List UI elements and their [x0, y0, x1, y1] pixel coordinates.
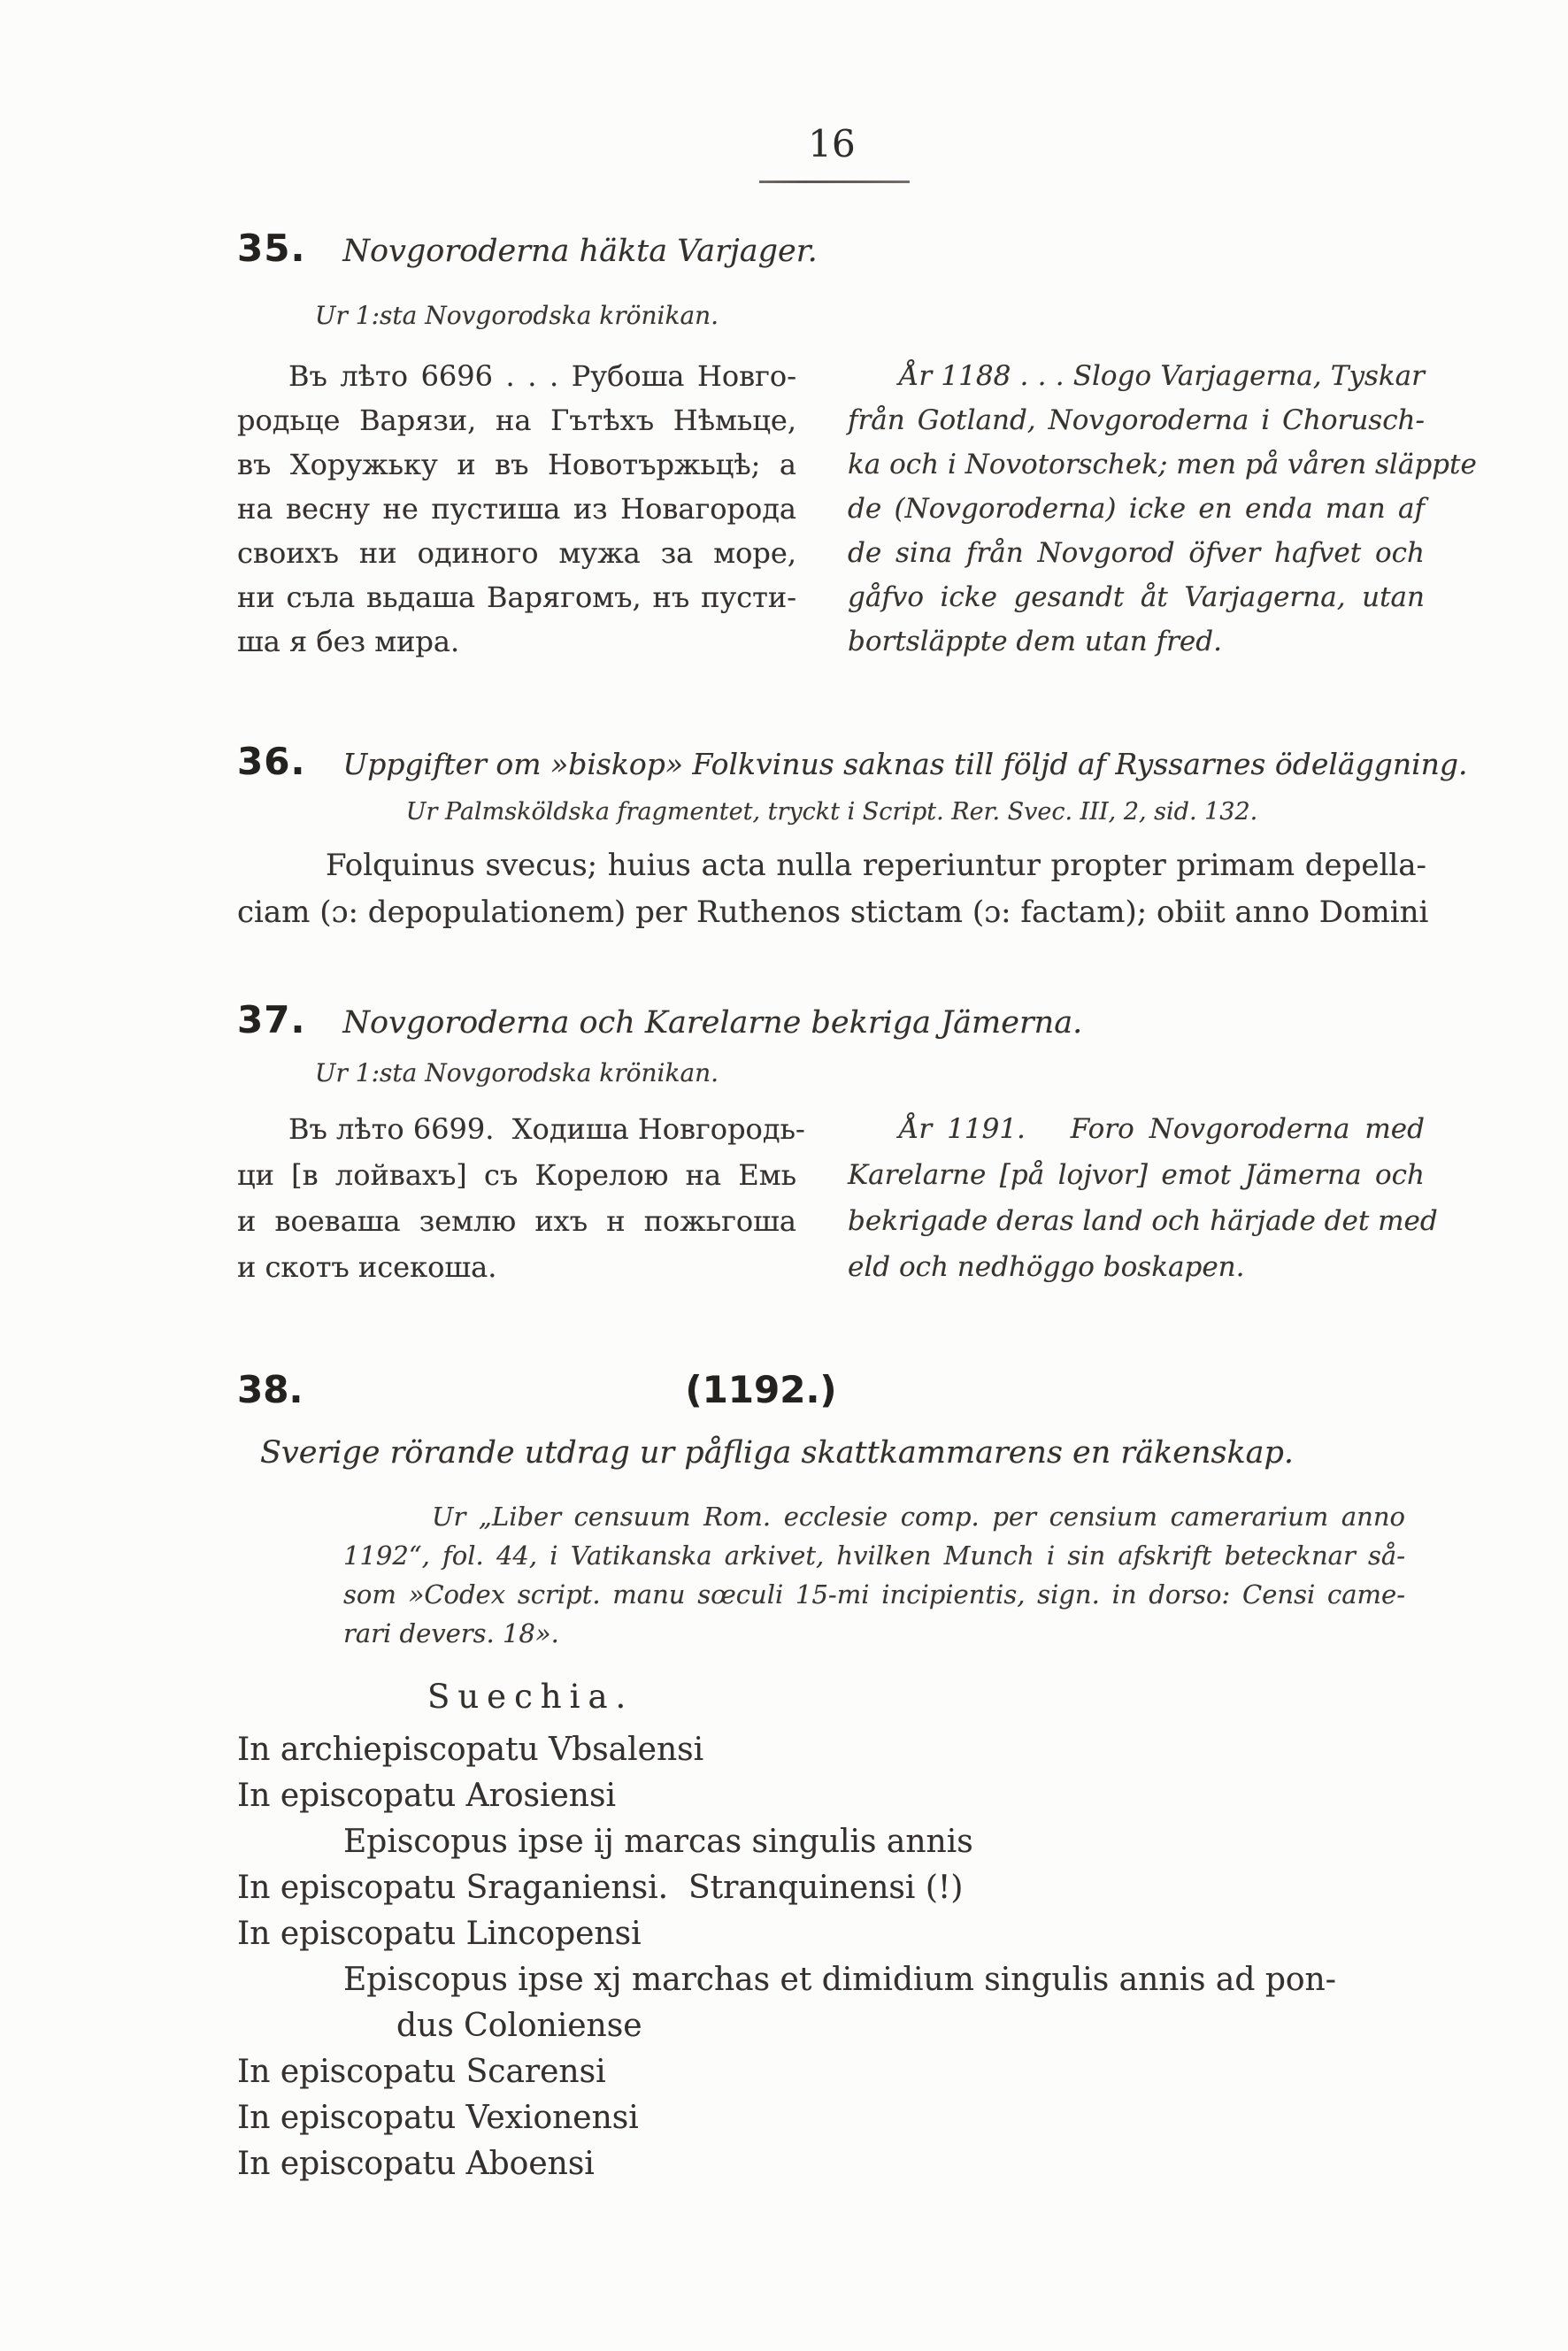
section-38-year: (1192.) [685, 1368, 837, 1411]
translation-column [848, 354, 1477, 664]
list-line: In episcopatu Lincopensi [237, 1916, 642, 1952]
text-line: ciam (ɔ: depopulationem) per Ruthenos stictam (ɔ: factam); obiit anno Domini [237, 895, 1429, 930]
section-title: Novgoroderna och Karelarne bekriga Jämerna. [342, 1005, 1083, 1041]
text-line: и скотъ исекоша. [237, 1250, 497, 1284]
section-36 [237, 740, 1468, 783]
text-line: rari devers. 18». [343, 1618, 559, 1648]
original-column [237, 1106, 805, 1290]
text-line: de sina från Novgorod öfver hafvet och [848, 537, 1425, 569]
text-line: и воеваша землю ихъ н пожьгоша [237, 1204, 796, 1238]
text-line: Въ лѣто 6699. Ходиша Новгородь- [288, 1112, 805, 1146]
page-number-rule [759, 181, 910, 183]
text-line: 1192“, fol. 44, i Vatikanska arkivet, hvilken Munch i sin afskrift betecknar så- [343, 1540, 1405, 1571]
section-35 [237, 227, 1426, 270]
section-38-source-citation [343, 1497, 1405, 1653]
section-36-source-note: Ur Palmsköldska fragmentet, tryckt i Script. Rer. Svec. III, 2, sid. 132. [405, 798, 1258, 826]
section-37-source-note: Ur 1:sta Novgorodska krönikan. [314, 1058, 719, 1087]
section-number: 37. [237, 998, 306, 1041]
section-38-title: Sverige rörande utdrag ur påfliga skattkammarens en räkenskap. [259, 1435, 1295, 1471]
section-number: 35. [237, 227, 306, 270]
original-column [237, 354, 796, 664]
section-37 [237, 998, 1426, 1041]
text-line: gåfvo icke gesandt åt Varjagerna, utan [848, 581, 1425, 613]
text-line: Karelarne [på lojvor] emot Jämerna och [848, 1159, 1425, 1191]
text-line: År 1188 . . . Slogo Varjagerna, Tyskar [899, 360, 1425, 392]
section-35-heading [237, 227, 1426, 270]
translation-column [848, 1106, 1438, 1290]
list-line: In episcopatu Scarensi [237, 2054, 606, 2090]
section-title: Uppgifter om »biskop» Folkvinus saknas till följd af Ryssarnes ödeläggning. [342, 747, 1468, 781]
text-line: bortsläppte dem utan fred. [848, 626, 1222, 657]
section-title: Novgoroderna häkta Varjager. [342, 234, 818, 269]
text-line: som »Codex script. manu sœculi 15-mi incipientis, sign. in dorso: Censi came- [343, 1579, 1405, 1610]
page-number: 16 [808, 122, 856, 165]
list-line: In episcopatu Aboensi [237, 2146, 595, 2182]
section-37-parallel-text [237, 1106, 1438, 1290]
text-line: Ur „Liber censuum Rom. ecclesie comp. per censium camerarium anno [432, 1502, 1405, 1532]
section-37-heading [237, 998, 1426, 1041]
section-35-parallel-text [237, 354, 1477, 664]
list-line: dus Coloniense [396, 2008, 642, 2044]
text-line: Въ лѣто 6696 . . . Рубоша Новго- [288, 359, 796, 393]
text-line: År 1191. Foro Novgoroderna med [899, 1113, 1425, 1145]
list-line: In episcopatu Arosiensi [237, 1778, 616, 1814]
list-line: Episcopus ipse ij marcas singulis annis [343, 1824, 973, 1860]
list-line: Episcopus ipse xj marchas et dimidium singulis annis ad pon- [343, 1962, 1336, 1998]
text-line: ни съла вьдаша Варягомъ, нъ пусти- [237, 580, 796, 614]
text-line: своихъ ни одиного мужа за море, [237, 536, 796, 570]
text-line: ka och i Novotorschek; men på våren släppte [848, 449, 1477, 480]
text-line: ци [в лойвахъ] съ Корелою на Емь [237, 1158, 796, 1192]
section-36-body [237, 842, 1429, 936]
text-line: från Gotland, Novgoroderna i Chorusch- [848, 404, 1425, 436]
section-number: 38. [237, 1368, 304, 1411]
list-line: In episcopatu Vexionensi [237, 2100, 639, 2136]
list-line: In archiepiscopatu Vbsalensi [237, 1732, 704, 1768]
text-line: eld och nedhöggo boskapen. [848, 1251, 1245, 1283]
text-line: ша я без мира. [237, 625, 460, 658]
text-line: de (Novgoroderna) icke en enda man af [848, 493, 1425, 525]
payment-list [237, 1727, 1476, 2187]
text-line: bekrigade deras land och härjade det med [848, 1205, 1438, 1237]
text-line: Folquinus svecus; huius acta nulla reperiuntur propter primam depella- [326, 848, 1426, 883]
section-35-source-note: Ur 1:sta Novgorodska krönikan. [314, 301, 719, 330]
text-line: въ Хоружьку и въ Новотържьцѣ; а [237, 448, 796, 481]
text-line: родьце Варязи, на Гътѣхъ Нѣмьце, [237, 403, 796, 437]
section-36-heading [237, 740, 1468, 783]
list-line: In episcopatu Sraganiensi. Stranquinensi (!) [237, 1870, 964, 1906]
section-number: 36. [237, 740, 306, 783]
text-line: на весну не пустиша из Новагорода [237, 492, 796, 526]
subheading-suechia: Suechia. [427, 1678, 634, 1716]
